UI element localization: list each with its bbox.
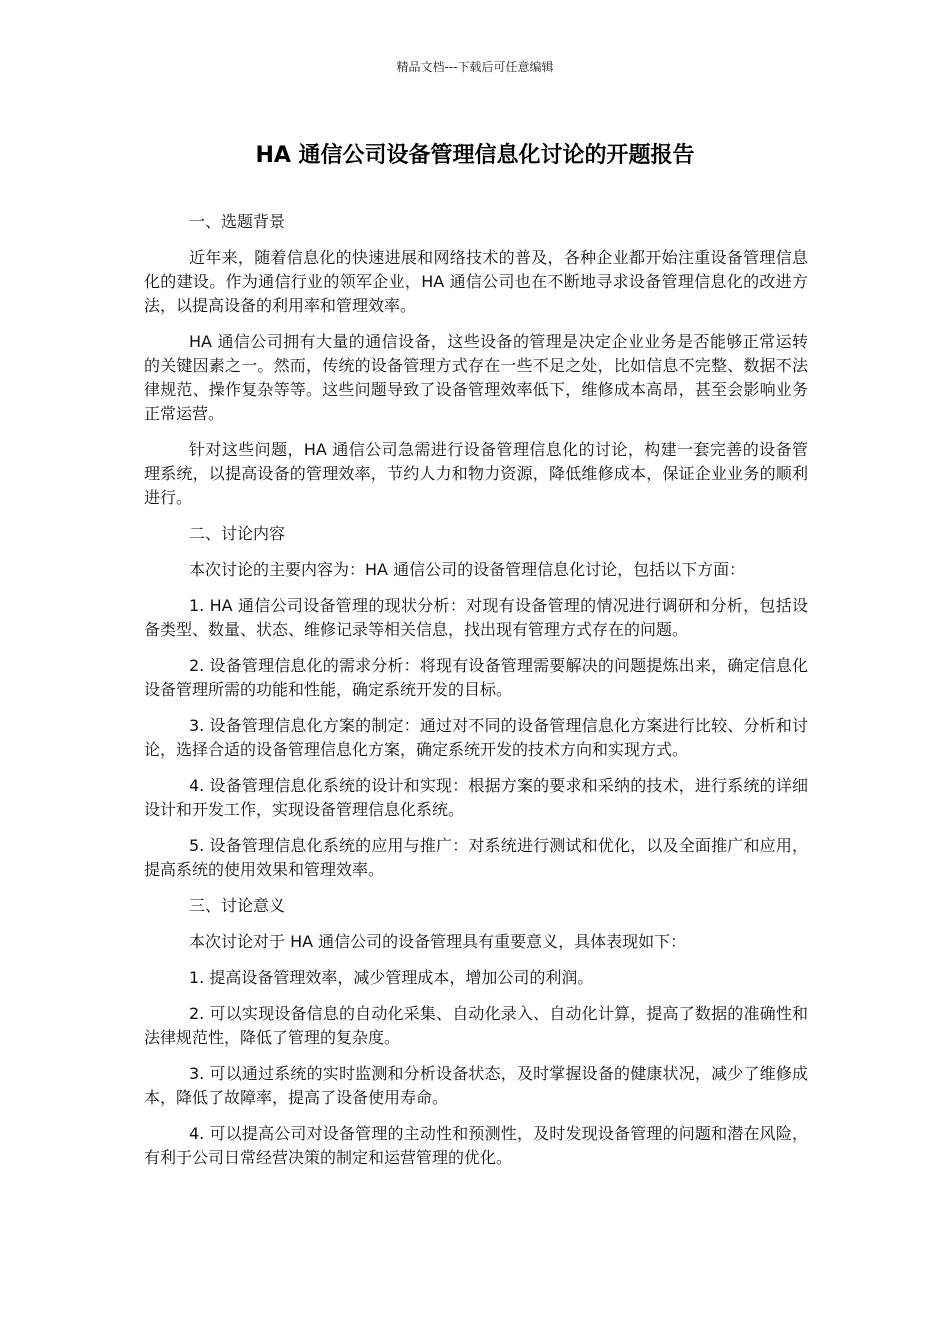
document-title: HA 通信公司设备管理信息化讨论的开题报告 [255, 143, 695, 168]
list-item: 3. 可以通过系统的实时监测和分析设备状态，及时掌握设备的健康状况，减少了维修成本，降低了故障率，提高了设备使用寿命。 [144, 1064, 808, 1107]
list-item: 3. 设备管理信息化方案的制定：通过对不同的设备管理信息化方案进行比较、分析和讨论，选择合适的设备管理信息化方案，确定系统开发的技术方向和实现方式。 [144, 716, 808, 759]
section-heading-content: 二、讨论内容 [189, 524, 286, 543]
document-body [144, 210, 808, 1182]
list-item: 1. HA 通信公司设备管理的现状分析：对现有设备管理的情况进行调研和分析，包括设备类型、数量、状态、维修记录等相关信息，找出现有管理方式存在的问题。 [144, 596, 808, 639]
list-item: 4. 可以提高公司对设备管理的主动性和预测性，及时发现设备管理的问题和潜在风险，有利于公司日常经营决策的制定和运营管理的优化。 [144, 1124, 808, 1167]
section-heading-significance: 三、讨论意义 [189, 896, 286, 915]
list-item: 2. 可以实现设备信息的自动化采集、自动化录入、自动化计算，提高了数据的准确性和法律规范性，降低了管理的复杂度。 [144, 1004, 808, 1047]
list-item: 5. 设备管理信息化系统的应用与推广：对系统进行测试和优化，以及全面推广和应用，提高系统的使用效果和管理效率。 [144, 836, 808, 879]
list-item: 2. 设备管理信息化的需求分析：将现有设备管理需要解决的问题提炼出来，确定信息化设备管理所需的功能和性能，确定系统开发的目标。 [144, 656, 808, 699]
paragraph: HA 通信公司拥有大量的通信设备，这些设备的管理是决定企业业务是否能够正常运转的关键因素之一。然而，传统的设备管理方式存在一些不足之处，比如信息不完整、数据不法律规范、操作复杂等等。这些问题导致了设备管理效率低下，维修成本高昂，甚至会影响业务正常运营。 [144, 332, 808, 423]
paragraph: 近年来，随着信息化的快速进展和网络技术的普及，各种企业都开始注重设备管理信息化的建设。作为通信行业的领军企业，HA 通信公司也在不断地寻求设备管理信息化的改进方法，以提高设备的利用率和管理效率。 [144, 248, 808, 315]
list-item: 4. 设备管理信息化系统的设计和实现：根据方案的要求和采纳的技术，进行系统的详细设计和开发工作，实现设备管理信息化系统。 [144, 776, 808, 819]
list-item: 1. 提高设备管理效率，减少管理成本，增加公司的利润。 [189, 968, 594, 987]
paragraph: 针对这些问题，HA 通信公司急需进行设备管理信息化的讨论，构建一套完善的设备管理系统，以提高设备的管理效率，节约人力和物力资源，降低维修成本，保证企业业务的顺利进行。 [144, 440, 808, 507]
paragraph: 本次讨论对于 HA 通信公司的设备管理具有重要意义，具体表现如下： [189, 932, 687, 951]
paragraph: 本次讨论的主要内容为：HA 通信公司的设备管理信息化讨论，包括以下方面： [189, 560, 746, 579]
page-header: 精品文档---下载后可任意编辑 [396, 60, 554, 74]
section-heading-background: 一、选题背景 [189, 212, 286, 231]
